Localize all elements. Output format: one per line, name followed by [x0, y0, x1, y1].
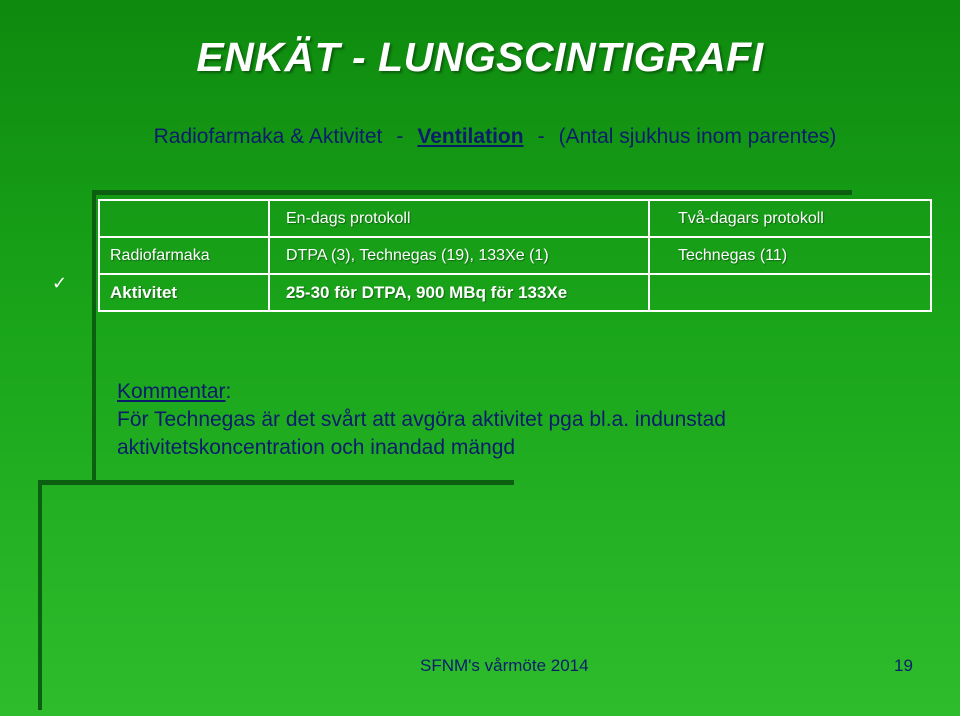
decor-bar-left-lower: [38, 480, 42, 710]
subtitle-sep2: -: [537, 125, 545, 148]
table-cell: [99, 200, 269, 237]
table-cell: 25-30 för DTPA, 900 MBq för 133Xe: [269, 274, 649, 311]
comment-colon: :: [225, 380, 232, 403]
slide-title: ENKÄT - LUNGSCINTIGRAFI: [196, 34, 764, 80]
table-cell: Två-dagars protokoll: [649, 200, 931, 237]
subtitle-part1: Radiofarmaka & Aktivitet: [153, 125, 383, 148]
survey-table: [98, 199, 932, 312]
checkmark-icon: ✓: [52, 273, 68, 293]
table-cell: En-dags protokoll: [269, 200, 649, 237]
decor-bar-left: [92, 190, 96, 485]
table-header-row: [99, 200, 931, 237]
table-cell: Technegas (11): [649, 237, 931, 274]
subtitle-part2: (Antal sjukhus inom parentes): [558, 125, 837, 148]
subtitle-sep1: -: [396, 125, 404, 148]
footer-text: SFNM's vårmöte 2014: [420, 656, 589, 675]
table-row: [99, 274, 931, 311]
table-cell: [649, 274, 931, 311]
table-cell: Aktivitet: [99, 274, 269, 311]
comment-label: Kommentar: [117, 380, 226, 403]
page-number: 19: [894, 656, 913, 675]
table-cell: Radiofarmaka: [99, 237, 269, 274]
subtitle-highlight: Ventilation: [417, 125, 524, 148]
slide-subtitle: [0, 125, 960, 149]
comment-line-1: För Technegas är det svårt att avgöra aktivitet pga bl.a. indunstad: [117, 408, 726, 431]
comment-heading: [117, 378, 726, 406]
comment-line-2: aktivitetskoncentration och inandad mängd: [117, 436, 516, 459]
comment-block: [117, 378, 726, 462]
table-row: [99, 237, 931, 274]
decor-bar-mid: [38, 480, 514, 485]
decor-bar-top: [92, 190, 852, 195]
table-cell: DTPA (3), Technegas (19), 133Xe (1): [269, 237, 649, 274]
